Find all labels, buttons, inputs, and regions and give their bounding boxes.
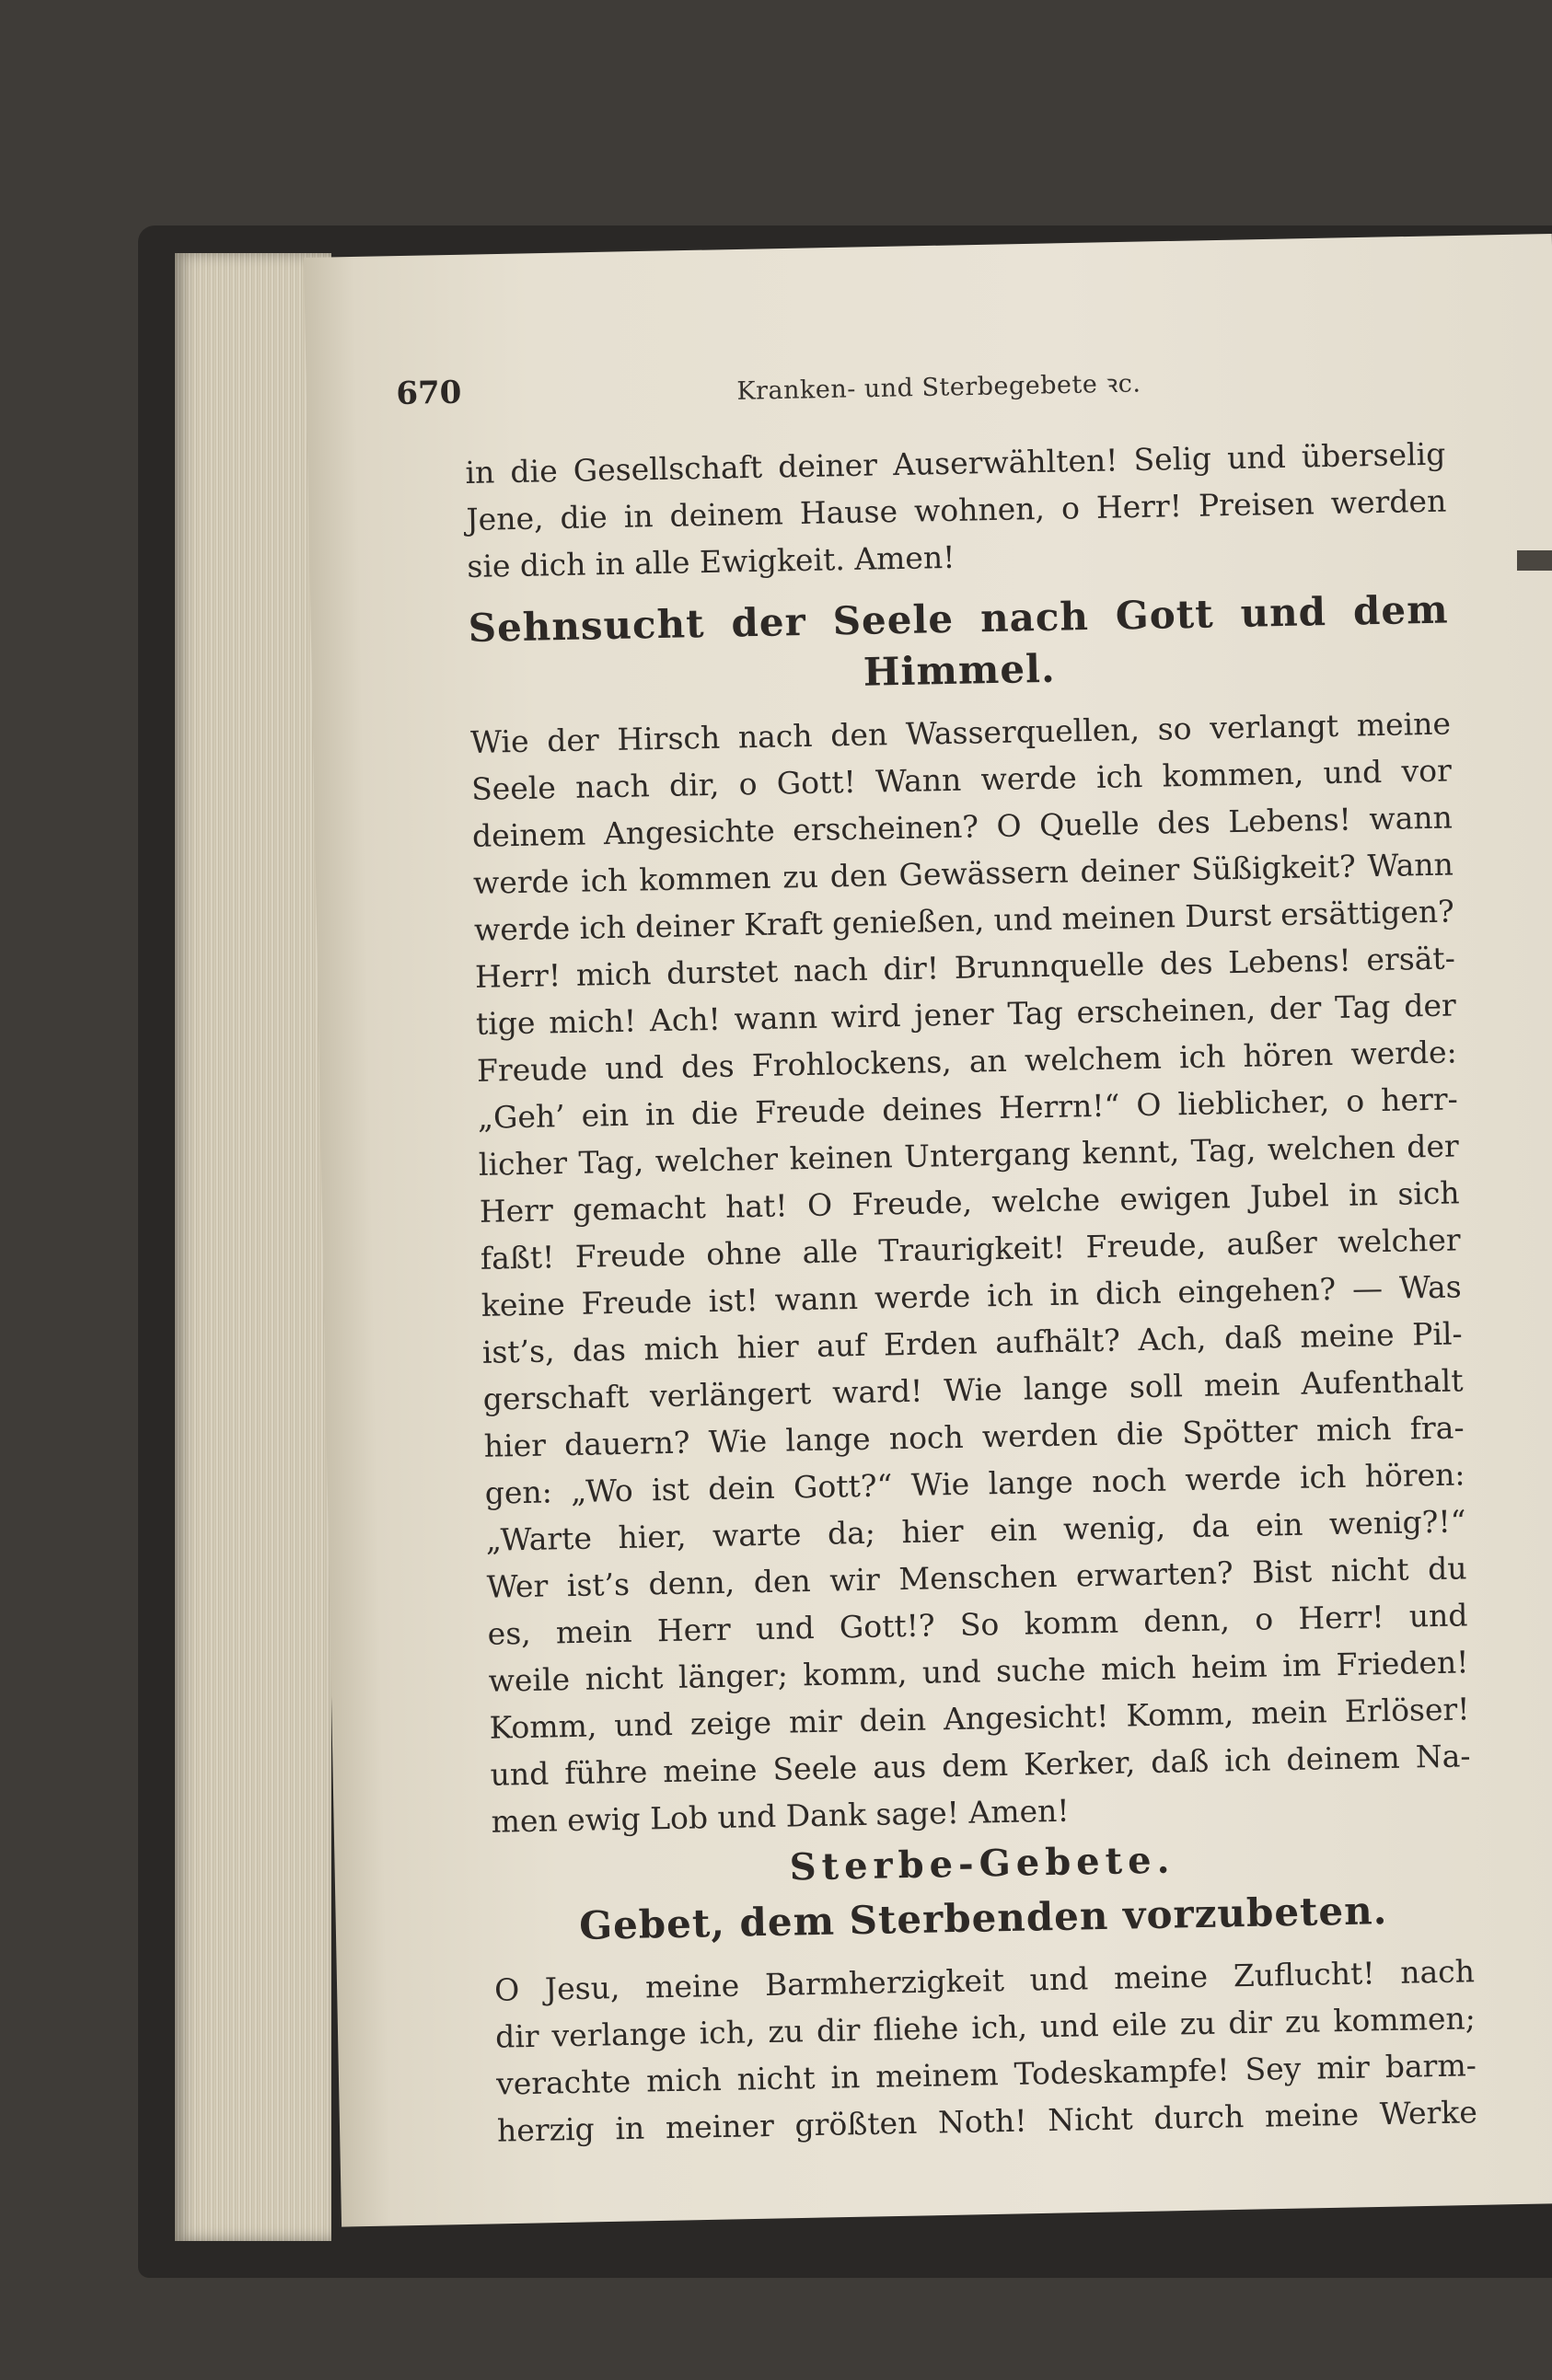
text-line: dir verlange ich, zu dir fliehe ich, und eile zu dir zu kommen; (494, 2000, 1477, 2055)
page-number: 670 (396, 374, 462, 412)
text-line: keine Freude ist! wann werde ich in dich eingehen? — Was (481, 1268, 1463, 1323)
text-line: Herr gemacht hat! O Freude, welche ewigen Jubel in sich (479, 1174, 1460, 1230)
heading-sehnsucht (468, 584, 1450, 706)
text-line: herzig in meiner größten Noth! Nicht durch meine Werke (496, 2094, 1478, 2149)
text-line: in die Gesellschaft deiner Auserwählten! Selig und überselig (465, 435, 1446, 491)
text-line: Jene, die in deinem Hause wohnen, o Herr! Preisen werden (466, 482, 1447, 537)
text-line: tige mich! Ach! wann wird jener Tag erscheinen, der Tag der (475, 987, 1457, 1042)
heading-line: Sehnsucht der Seele nach Gott und dem (468, 586, 1449, 651)
running-head: Kranken- und Sterbegebete ꝛc. (736, 369, 1141, 406)
page-body (465, 431, 1477, 2155)
text-line: hier dauern? Wie lange noch werden die Spötter mich fra- (483, 1409, 1465, 1464)
intro-paragraph (465, 431, 1448, 590)
text-line: verachte mich nicht in meinem Todeskampfe! Sey mir barm- (495, 2047, 1477, 2102)
text-line: „Geh’ ein in die Freude deines Herrn!“ O lieblicher, o herr- (477, 1080, 1459, 1136)
text-line: „Warte hier, warte da; hier ein wenig, da ein wenig?!“ (485, 1503, 1466, 1558)
section-title: Sterbe-Gebete. (789, 1838, 1176, 1889)
heading-line: Himmel. (863, 645, 1057, 695)
text-line: Freude und des Frohlockens, an welchem ich hören werde: (476, 1034, 1458, 1089)
page-edges (175, 253, 331, 2241)
text-line: gen: „Wo ist dein Gott?“ Wie lange noch werde ich hören: (484, 1456, 1465, 1511)
text-line: werde ich deiner Kraft genießen, und meinen Durst ersättigen? (473, 893, 1455, 948)
text-line: Seele nach dir, o Gott! Wann werde ich kommen, und vor (470, 752, 1453, 807)
text-line: licher Tag, welcher keinen Untergang kennt, Tag, welchen der (478, 1127, 1460, 1183)
text-line: Wie der Hirsch nach den Wasserquellen, so verlangt meine (469, 705, 1452, 760)
text-line: Herr! mich durstet nach dir! Brunnquelle des Lebens! ersät- (474, 940, 1456, 995)
text-line: Wer ist’s denn, den wir Menschen erwarten? Bist nicht du (486, 1550, 1467, 1605)
text-line: weile nicht länger; komm, und suche mich heim im Frieden! (488, 1644, 1469, 1699)
text-line: men ewig Lob und Dank sage! Amen! (491, 1792, 1070, 1840)
heading-sterbende: Gebet, dem Sterbenden vorzubeten. (578, 1888, 1388, 1948)
text-line: gerschaft verlängert ward! Wie lange soll mein Aufenthalt (482, 1362, 1464, 1417)
text-line: ist’s, das mich hier auf Erden aufhält? Ach, daß meine Pil- (481, 1315, 1463, 1370)
prayer-sterbende (494, 1947, 1478, 2154)
text-line: und führe meine Seele aus dem Kerker, daß ich deinem Na- (490, 1738, 1471, 1793)
text-line: O Jesu, meine Barmherzigkeit und meine Zuflucht! nach (493, 1953, 1476, 2008)
prayer-sehnsucht (470, 700, 1472, 1845)
text-line: faßt! Freude ohne alle Traurigkeit! Freude, außer welcher (480, 1221, 1461, 1277)
page-tab (1517, 550, 1552, 571)
text-line: Komm, und zeige mir dein Angesicht! Komm, mein Erlöser! (489, 1691, 1470, 1746)
text-line: sie dich in alle Ewigkeit. Amen! (467, 538, 956, 584)
text-line: deinem Angesichte erscheinen? O Quelle des Lebens! wann (471, 799, 1454, 854)
text-line: es, mein Herr und Gott!? So komm denn, o Herr! und (487, 1597, 1468, 1652)
text-line: werde ich kommen zu den Gewässern deiner Süßigkeit? Wann (472, 846, 1454, 901)
